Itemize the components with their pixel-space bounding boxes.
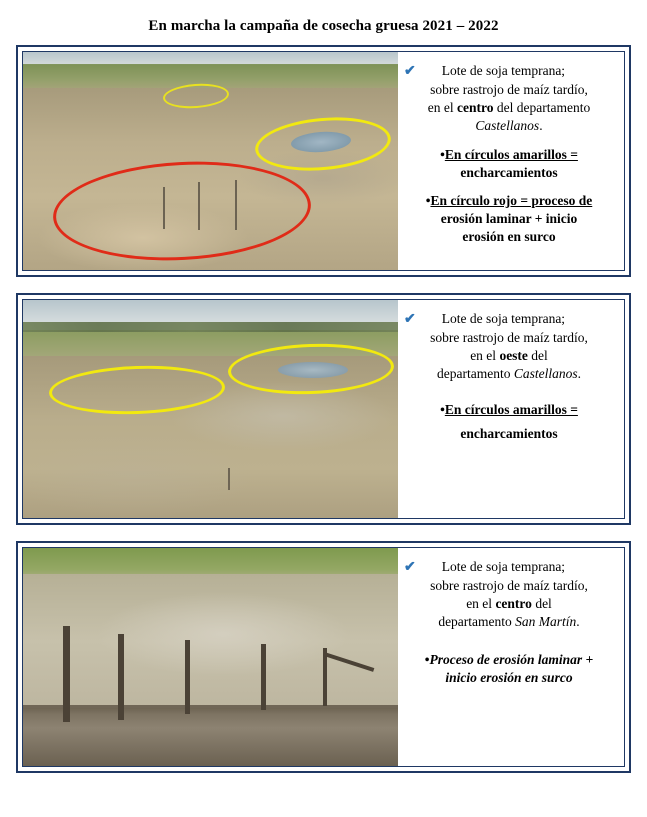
- panel-3: [16, 541, 631, 773]
- caption-dept-san-martin: San Martín: [515, 614, 577, 630]
- caption-line-1: [404, 558, 614, 577]
- fence-post: [228, 468, 230, 490]
- bullet-marker: •: [425, 192, 431, 208]
- bullet-marker: •: [440, 146, 445, 162]
- fence-post: [63, 626, 70, 722]
- panel-1-bullet-1: [404, 146, 614, 183]
- caption-line-4: [404, 365, 614, 383]
- caption-emph-centro: centro: [457, 100, 494, 116]
- caption-emph-centro: centro: [495, 596, 532, 612]
- erosion-trench: [23, 708, 398, 766]
- caption-line-2: sobre rastrojo de maíz tardío,: [430, 578, 588, 594]
- bullet-underlined-text: En círculos amarillos =: [444, 401, 578, 417]
- caption-text-c: del: [531, 596, 552, 612]
- field-photo-encharcamientos-oeste-castellanos: [23, 300, 398, 518]
- panel-1-inner: [22, 51, 625, 271]
- caption-dept-castellanos: Castellanos: [513, 366, 578, 382]
- caption-text: Lote de soja temprana;: [441, 311, 566, 326]
- bullet-rest-line-1: erosión laminar + inicio: [440, 210, 578, 226]
- panel-1: [16, 45, 631, 277]
- caption-text-c: del departamento: [493, 100, 591, 116]
- caption-period: .: [576, 614, 580, 630]
- caption-line-4: [404, 613, 614, 631]
- panel-1-caption: [398, 52, 624, 270]
- aerial-field-photo-erosion-centro-castellanos: [23, 52, 398, 270]
- panel-2-inner: [22, 299, 625, 519]
- caption-line-3: [404, 99, 614, 117]
- fence-post: [261, 644, 266, 710]
- caption-text-dept: departamento: [437, 366, 514, 382]
- caption-dept-castellanos: Castellanos: [475, 118, 540, 134]
- caption-line-3: [404, 347, 614, 365]
- bullet-underlined-text: En círculos amarillos =: [444, 146, 578, 162]
- bullet-rest-text: encharcamientos: [460, 165, 558, 181]
- field-photo-erosion-laminar-san-martin: [23, 548, 398, 766]
- caption-text-a: en el: [427, 100, 458, 116]
- caption-line-4: [404, 117, 614, 135]
- caption-line-1: [404, 310, 614, 329]
- caption-text-a: en el: [470, 348, 500, 364]
- bullet-text-line-1: Proceso de erosión laminar +: [429, 651, 594, 667]
- caption-line-3: [404, 595, 614, 613]
- panel-3-caption: [398, 548, 624, 766]
- panel-2: [16, 293, 631, 525]
- check-icon: ✔: [404, 312, 416, 327]
- bullet-text-line-2: inicio erosión en surco: [445, 670, 573, 686]
- caption-period: .: [577, 366, 581, 382]
- bullet-rest-text: encharcamientos: [460, 426, 558, 442]
- caption-emph-oeste: oeste: [499, 348, 528, 364]
- caption-text-a: en el: [466, 596, 496, 612]
- fence-post: [118, 634, 124, 720]
- caption-text-dept: departamento: [438, 614, 516, 630]
- bullet-marker: •: [424, 651, 430, 667]
- panel-2-bullet-1: [404, 401, 614, 444]
- caption-text: Lote de soja temprana;: [441, 559, 566, 574]
- panel-2-caption: [398, 300, 624, 518]
- panel-3-bullet-1: [404, 651, 614, 688]
- caption-line-2: sobre rastrojo de maíz tardío,: [430, 82, 588, 98]
- caption-text: Lote de soja temprana;: [441, 63, 566, 78]
- caption-period: .: [539, 118, 543, 134]
- bullet-underlined-text: En círculo rojo = proceso de: [430, 192, 593, 208]
- caption-text-c: del: [527, 348, 548, 364]
- bullet-marker: •: [440, 401, 445, 417]
- fence-post: [185, 640, 190, 714]
- caption-line-2: sobre rastrojo de maíz tardío,: [430, 330, 588, 346]
- check-icon: ✔: [404, 560, 416, 575]
- bullet-rest-line-2: erosión en surco: [462, 229, 556, 245]
- page-title: En marcha la campaña de cosecha gruesa 2021 – 2022: [148, 18, 499, 34]
- caption-line-1: [404, 62, 614, 81]
- panel-3-inner: [22, 547, 625, 767]
- check-icon: ✔: [404, 64, 416, 79]
- panel-1-bullet-2: [404, 192, 614, 247]
